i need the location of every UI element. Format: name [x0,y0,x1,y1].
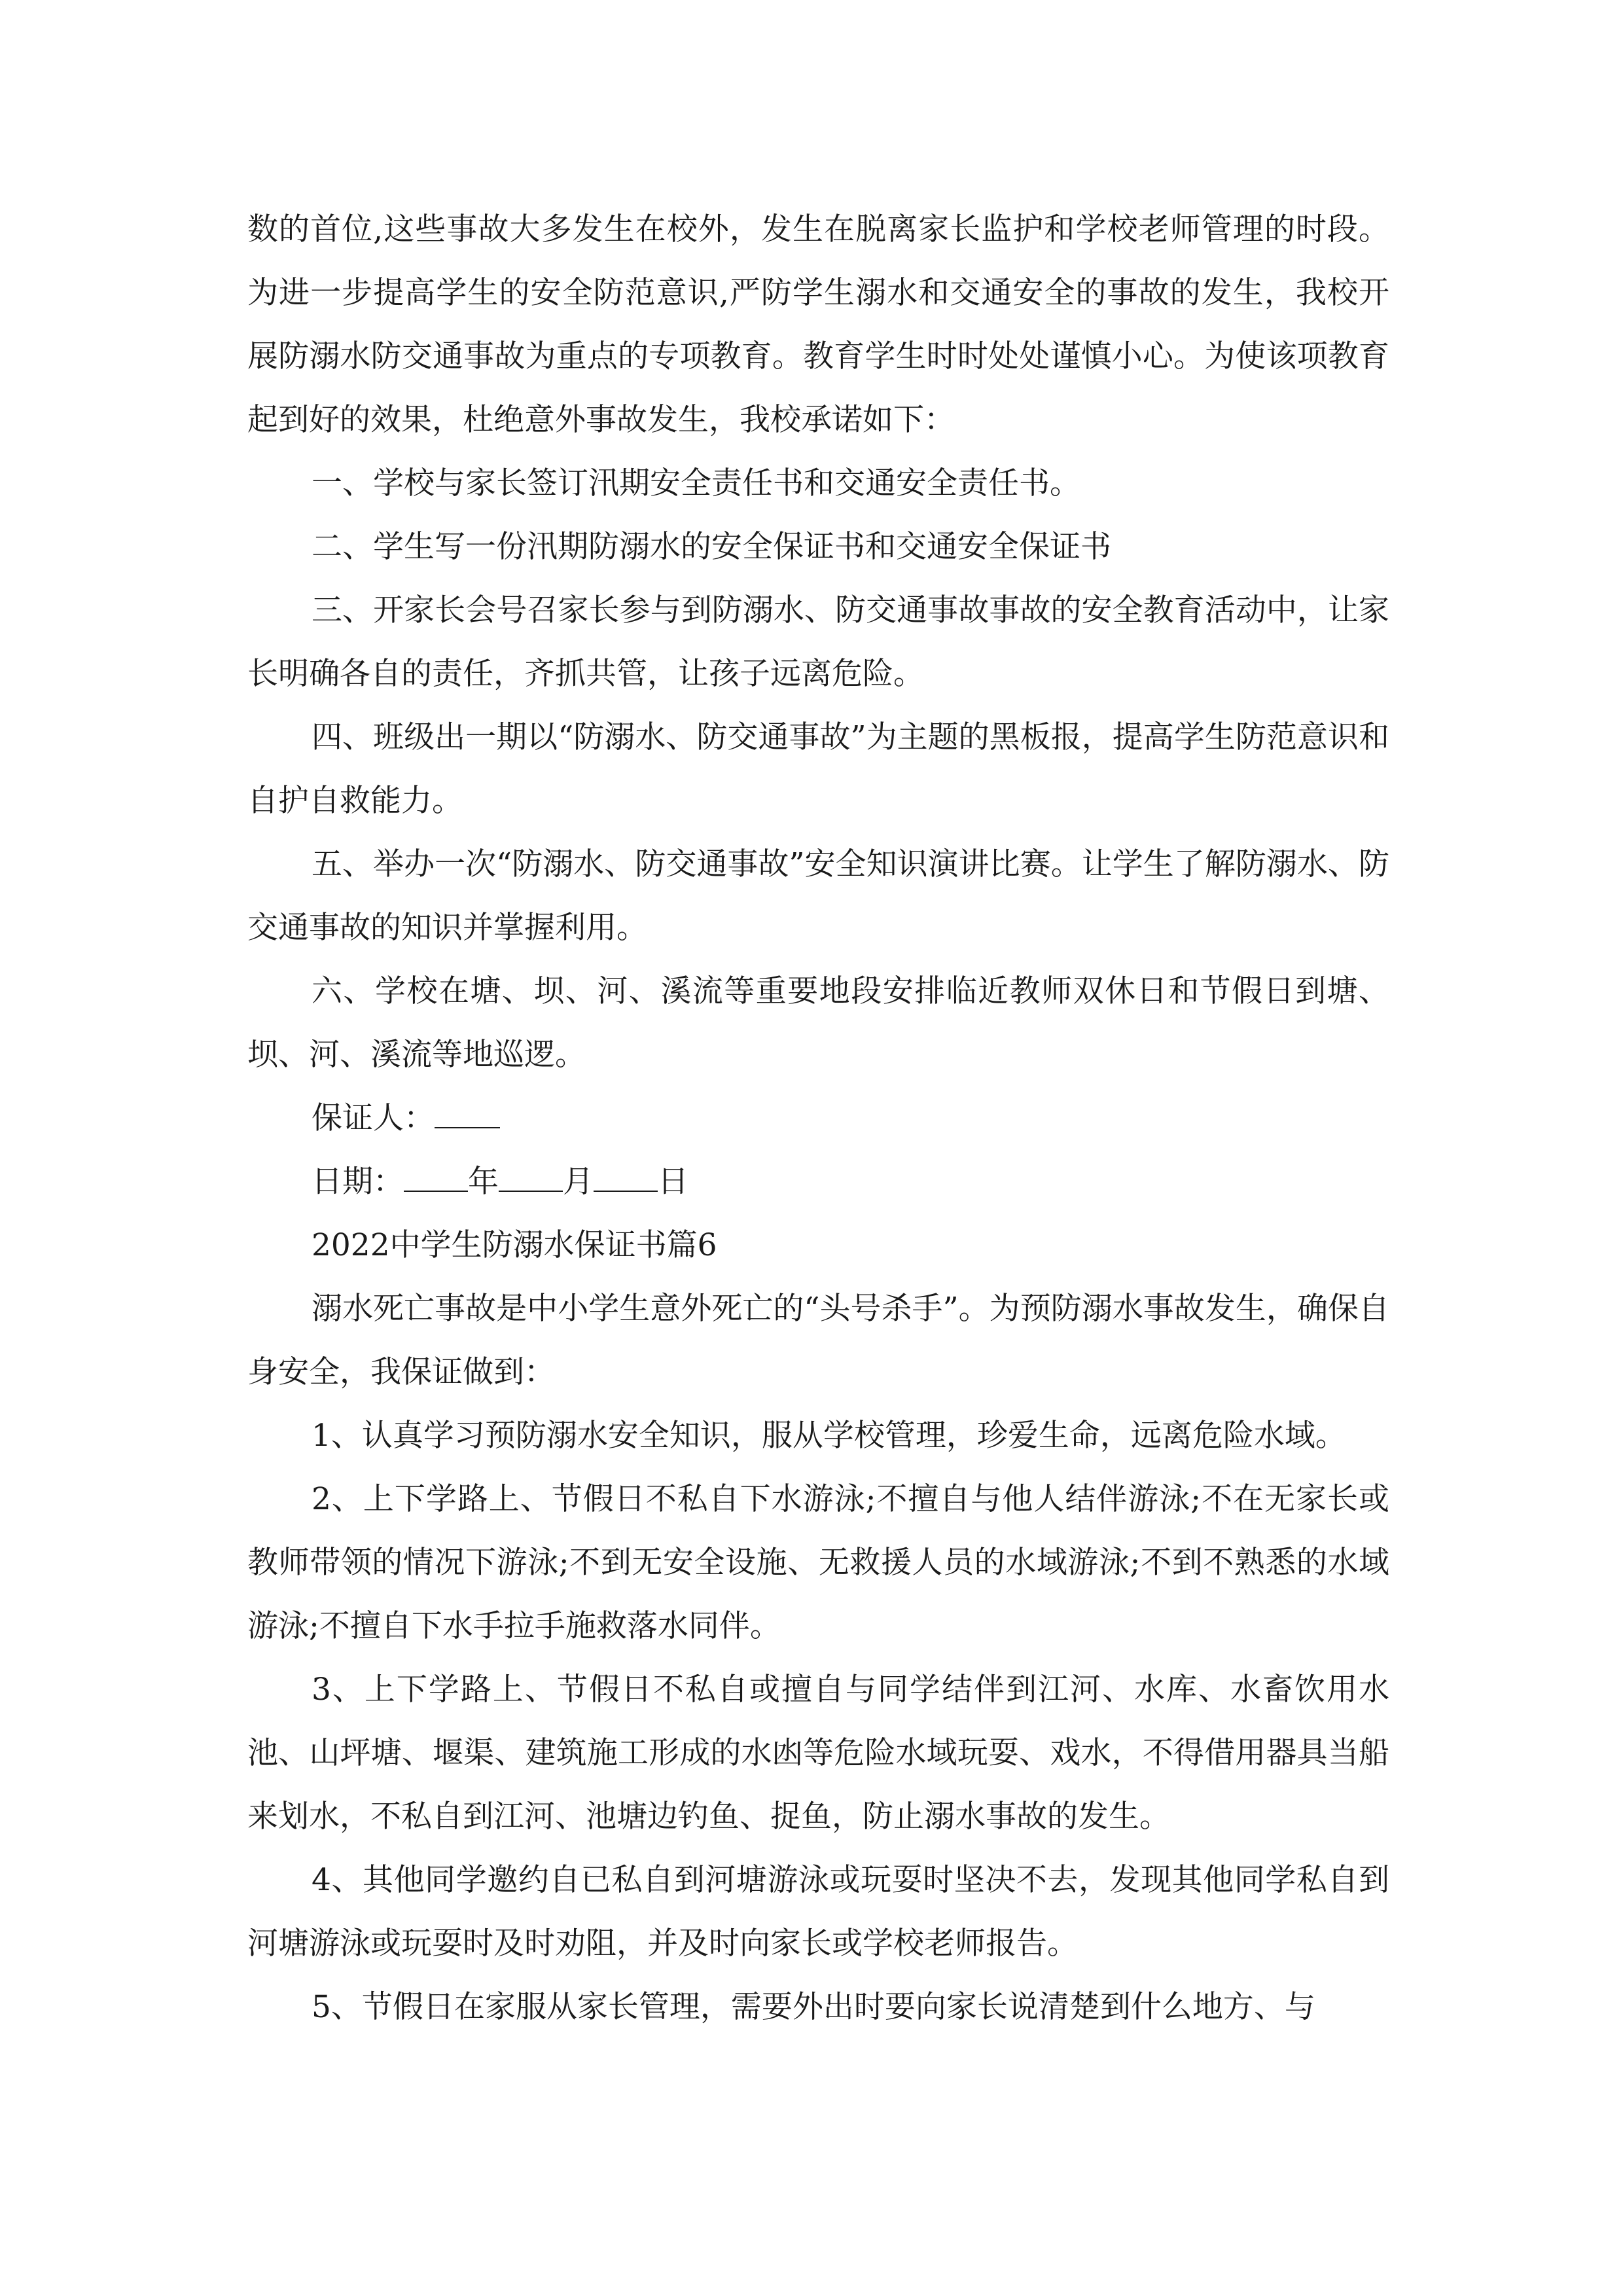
paragraph: 3、上下学路上、节假日不私自或擅自与同学结伴到江河、水库、水畜饮用水池、山坪塘、堰渠、建筑施工形成的水凼等危险水域玩耍、戏水，不得借用器具当船来划水，不私自到江河、池塘边钓鱼、捉鱼，防止溺水事故的发生。 [247,1672,1389,1835]
guarantor-label: 保证人： [312,1100,435,1136]
document-body [247,198,1389,2039]
paragraph: 三、开家长会号召家长参与到防溺水、防交通事故事故的安全教育活动中，让家长明确各自的责任，齐抓共管，让孩子远离危险。 [247,592,1389,692]
paragraph: 5、节假日在家服从家长管理，需要外出时要向家长说清楚到什么地方、与 [312,1989,1315,2025]
date-label: 日期： [312,1164,404,1200]
date-day: 日 [658,1164,688,1200]
guarantor-blank [435,1101,500,1128]
date-month: 月 [563,1164,594,1200]
paragraph: 一、学校与家长签订汛期安全责任书和交通安全责任书。 [312,465,1080,501]
date-line [247,1150,1389,1213]
date-year: 年 [468,1164,499,1200]
year-blank [404,1164,468,1192]
month-blank [499,1164,563,1192]
paragraph: 数的首位,这些事故大多发生在校外，发生在脱离家长监护和学校老师管理的时段。为进一步提高学生的安全防范意识,严防学生溺水和交通安全的事故的发生，我校开展防溺水防交通事故为重点的专项教育。教育学生时时处处谨慎小心。为使该项教育起到好的效果，杜绝意外事故发生，我校承诺如下： [247,211,1389,438]
paragraph: 二、学生写一份汛期防溺水的安全保证书和交通安全保证书 [312,529,1111,565]
paragraph: 五、举办一次“防溺水、防交通事故”安全知识演讲比赛。让学生了解防溺水、防交通事故的知识并掌握利用。 [247,846,1389,946]
day-blank [594,1164,658,1192]
paragraph: 六、学校在塘、坝、河、溪流等重要地段安排临近教师双休日和节假日到塘、坝、河、溪流等地巡逻。 [247,973,1389,1073]
paragraph: 四、班级出一期以“防溺水、防交通事故”为主题的黑板报，提高学生防范意识和自护自救能力。 [247,719,1389,819]
paragraph: 1、认真学习预防溺水安全知识，服从学校管理，珍爱生命，远离危险水域。 [312,1418,1346,1454]
guarantor-line [247,1086,1389,1150]
section-title: 2022中学生防溺水保证书篇6 [312,1227,717,1263]
paragraph: 溺水死亡事故是中小学生意外死亡的“头号杀手”。为预防溺水事故发生，确保自身安全，我保证做到： [247,1291,1389,1390]
paragraph: 4、其他同学邀约自已私自到河塘游泳或玩耍时坚决不去，发现其他同学私自到河塘游泳或玩耍时及时劝阻，并及时向家长或学校老师报告。 [247,1862,1389,1962]
paragraph: 2、上下学路上、节假日不私自下水游泳;不擅自与他人结伴游泳;不在无家长或教师带领的情况下游泳;不到无安全设施、无救援人员的水域游泳;不到不熟悉的水域游泳;不擅自下水手拉手施救落水同伴。 [247,1481,1389,1644]
